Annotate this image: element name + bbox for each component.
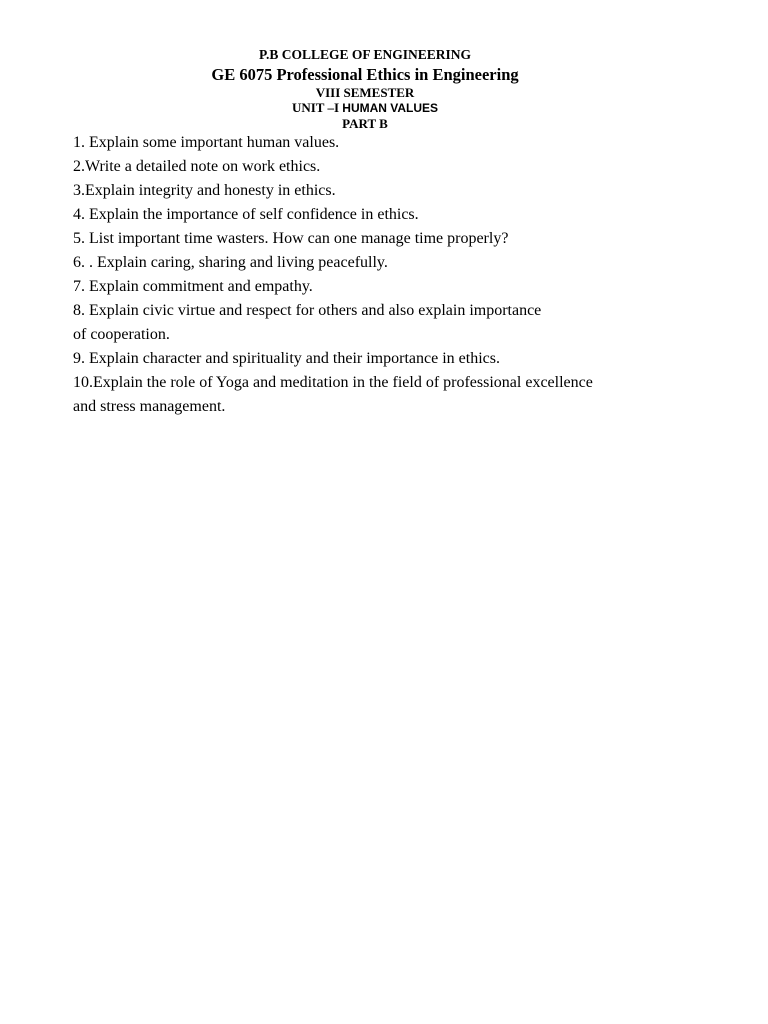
question-line: 9. Explain character and spirituality and their importance in ethics. bbox=[73, 350, 500, 367]
question-line: 8. Explain civic virtue and respect for others and also explain importance bbox=[73, 302, 542, 319]
question-item bbox=[73, 227, 733, 251]
question-line-continued: and stress management. bbox=[73, 398, 226, 415]
part-label: PART B bbox=[342, 116, 388, 131]
question-item bbox=[73, 299, 733, 347]
question-item bbox=[73, 179, 733, 203]
question-line: 2.Write a detailed note on work ethics. bbox=[73, 158, 321, 175]
question-line: 5. List important time wasters. How can one manage time properly? bbox=[73, 230, 509, 247]
question-item bbox=[73, 251, 733, 275]
question-line: 6. . Explain caring, sharing and living peacefully. bbox=[73, 254, 388, 271]
question-line: 10.Explain the role of Yoga and meditation in the field of professional excellence bbox=[73, 374, 593, 391]
question-item bbox=[73, 371, 733, 419]
semester-label: VIII SEMESTER bbox=[315, 85, 415, 100]
unit-heading bbox=[0, 100, 730, 116]
question-line: 4. Explain the importance of self confidence in ethics. bbox=[73, 206, 419, 223]
question-item bbox=[73, 275, 733, 299]
question-line: 3.Explain integrity and honesty in ethics. bbox=[73, 182, 336, 199]
question-item bbox=[73, 131, 733, 155]
unit-number: UNIT –I bbox=[291, 100, 340, 115]
question-list bbox=[73, 131, 733, 419]
unit-title: HUMAN VALUES bbox=[342, 101, 439, 115]
question-line: 7. Explain commitment and empathy. bbox=[73, 278, 313, 295]
question-item bbox=[73, 203, 733, 227]
question-line: 1. Explain some important human values. bbox=[73, 134, 340, 151]
question-item bbox=[73, 155, 733, 179]
question-item bbox=[73, 347, 733, 371]
course-title: GE 6075 Professional Ethics in Engineering bbox=[211, 65, 519, 84]
college-name: P.B COLLEGE OF ENGINEERING bbox=[258, 47, 472, 62]
question-line-continued: of cooperation. bbox=[73, 326, 170, 343]
document-header bbox=[0, 46, 730, 131]
